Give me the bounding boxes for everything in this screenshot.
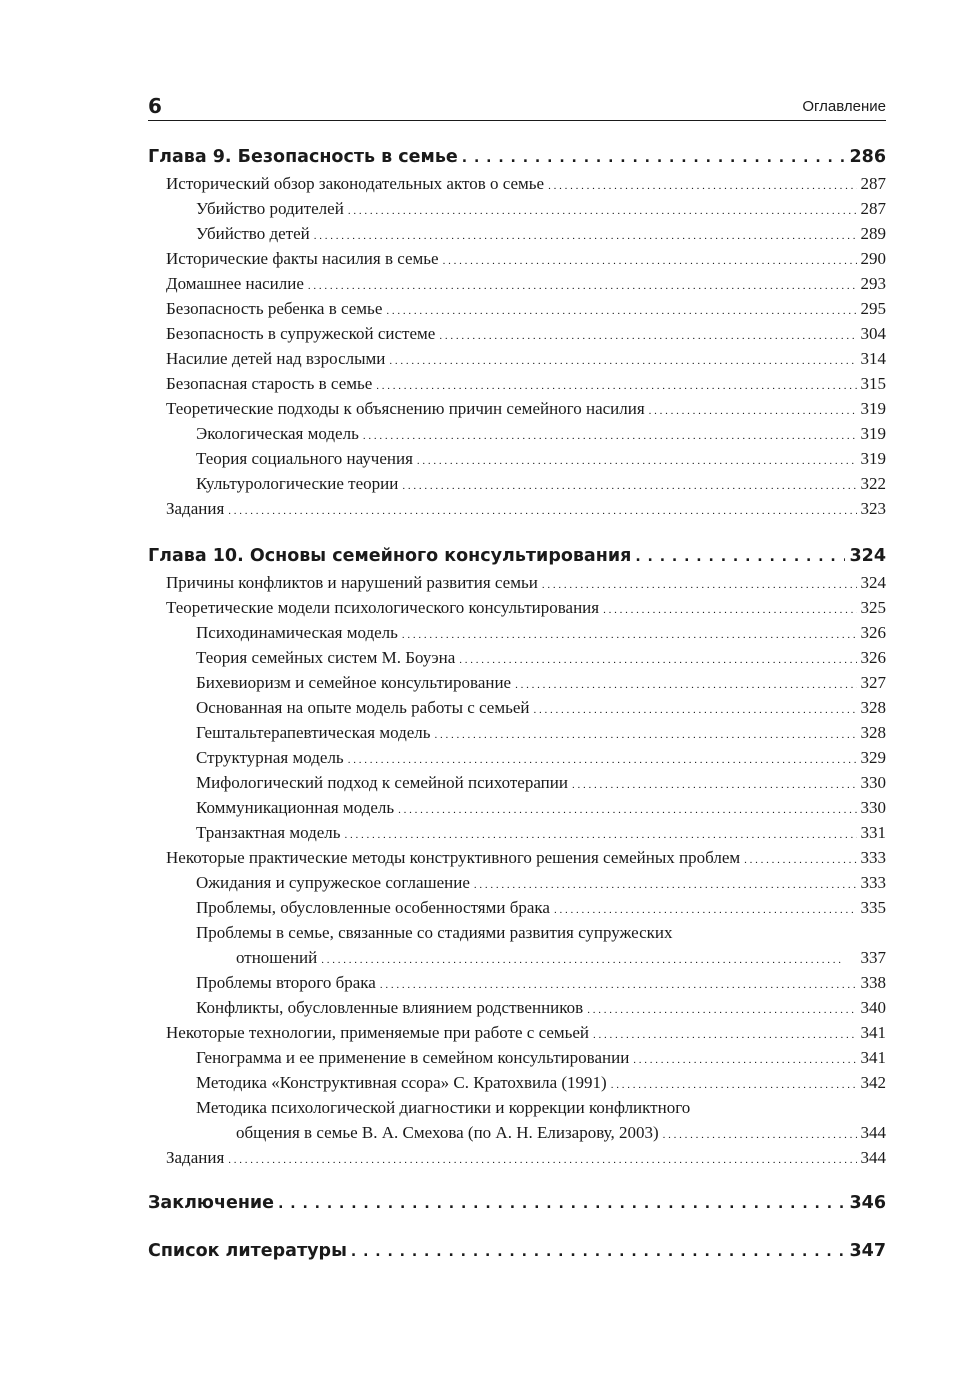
chapter-page: 324 — [849, 546, 886, 566]
entry-title: Причины конфликтов и нарушений развития семьи — [166, 573, 538, 592]
entry-page: 322 — [860, 474, 886, 493]
dot-leader — [314, 221, 857, 249]
toc-entry[interactable] — [148, 271, 886, 296]
dot-leader — [542, 570, 857, 598]
toc-entry[interactable] — [148, 645, 886, 670]
dot-leader — [389, 346, 856, 374]
entry-title: Методика «Конструктивная ссора» С. Кратохвила (1991) — [196, 1073, 607, 1092]
entry-title: Культурологические теории — [196, 474, 399, 493]
toc-entry[interactable] — [148, 795, 886, 820]
toc-entry[interactable] — [148, 446, 886, 471]
entry-title: Задания — [166, 499, 225, 518]
dot-leader — [376, 371, 856, 399]
entry-page: 319 — [860, 449, 886, 468]
toc-entry[interactable] — [148, 246, 886, 271]
dot-leader — [649, 396, 857, 424]
toc-entry[interactable] — [148, 1020, 886, 1045]
dot-leader — [587, 995, 856, 1023]
toc-entry[interactable] — [148, 995, 886, 1020]
dot-leader — [321, 945, 856, 973]
entry-page: 340 — [860, 998, 886, 1017]
toc-entry[interactable] — [148, 296, 886, 321]
toc-entry[interactable] — [148, 770, 886, 795]
section-title: Заключение — [148, 1193, 275, 1213]
dot-leader — [402, 620, 857, 648]
entry-page: 341 — [860, 1048, 886, 1067]
dot-leader — [435, 720, 857, 748]
dot-leader — [228, 1145, 856, 1173]
entry-page: 323 — [860, 499, 886, 518]
dot-leader — [554, 895, 857, 923]
entry-title: Проблемы второго брака — [196, 973, 376, 992]
toc-entry[interactable] — [148, 421, 886, 446]
running-title: Оглавление — [802, 98, 886, 115]
entry-page: 328 — [860, 723, 886, 742]
dot-leader — [439, 321, 856, 349]
entry-page: 337 — [860, 948, 886, 967]
entry-page: 335 — [860, 898, 886, 917]
toc-entry[interactable] — [148, 895, 886, 920]
entry-page: 293 — [860, 274, 886, 293]
toc-entry[interactable] — [148, 870, 886, 895]
entry-title: Трaнзактная модель — [196, 823, 341, 842]
spacer — [148, 1217, 886, 1238]
section-title: Список литературы — [148, 1241, 347, 1261]
toc-entry[interactable] — [148, 695, 886, 720]
page-header — [148, 94, 886, 121]
entry-title: Задания — [166, 1148, 225, 1167]
spacer — [148, 521, 886, 543]
entry-title: Безопасность в супружеской системе — [166, 324, 436, 343]
toc-chapter-9[interactable] — [148, 144, 886, 171]
chapter-title: Глава 9. Безопасность в семье — [148, 147, 458, 167]
page-number: 6 — [148, 94, 162, 118]
entry-page: 342 — [860, 1073, 886, 1092]
chapter-title: Глава 10. Основы семейного консультирования — [148, 546, 632, 566]
entry-title: Домашнее насилие — [166, 274, 304, 293]
toc-entry[interactable] — [148, 196, 886, 221]
toc-entry[interactable] — [148, 1070, 886, 1095]
entry-title: Теория социального научения — [196, 449, 413, 468]
entry-page: 287 — [860, 174, 886, 193]
entry-page: 287 — [860, 199, 886, 218]
dot-leader — [572, 770, 857, 798]
dot-leader — [345, 820, 857, 848]
section-page: 347 — [849, 1241, 886, 1261]
entry-page: 329 — [860, 748, 886, 767]
dot-leader — [278, 1190, 845, 1218]
dot-leader — [548, 171, 856, 199]
toc-conclusion[interactable] — [148, 1190, 886, 1217]
toc-entry[interactable] — [148, 595, 886, 620]
entry-page: 314 — [860, 349, 886, 368]
entry-page: 315 — [860, 374, 886, 393]
entry-title: Теория семейных систем М. Боуэна — [196, 648, 456, 667]
toc-chapter-10[interactable] — [148, 543, 886, 570]
dot-leader — [380, 970, 857, 998]
toc-entry[interactable] — [148, 970, 886, 995]
entry-title: Мифологический подход к семейной психотерапии — [196, 773, 568, 792]
entry-title: Безопасная старость в семье — [166, 374, 373, 393]
toc-entry[interactable] — [148, 720, 886, 745]
entry-page: 330 — [860, 773, 886, 792]
dot-leader — [351, 1238, 846, 1266]
entry-page: 327 — [860, 673, 886, 692]
entry-page: 331 — [860, 823, 886, 842]
dot-leader — [635, 543, 845, 571]
entry-page: 304 — [860, 324, 886, 343]
dot-leader — [443, 246, 857, 274]
entry-page: 338 — [860, 973, 886, 992]
dot-leader — [348, 196, 857, 224]
entry-page: 330 — [860, 798, 886, 817]
toc-entry[interactable] — [148, 221, 886, 246]
toc-entry[interactable] — [148, 620, 886, 645]
toc-entry[interactable] — [148, 321, 886, 346]
entry-title: Убийство родителей — [196, 199, 344, 218]
entry-title: Исторический обзор законодательных актов о семье — [166, 174, 545, 193]
entry-page: 333 — [860, 873, 886, 892]
entry-title: Методика психологической диагностики и коррекции конфликтного — [196, 1098, 691, 1117]
entry-title: Ожидания и супружеское соглашение — [196, 873, 470, 892]
entry-title: Конфликты, обусловленные влиянием родственников — [196, 998, 584, 1017]
dot-leader — [386, 296, 856, 324]
toc-entry[interactable] — [148, 845, 886, 870]
spacer — [148, 1170, 886, 1190]
toc-entry[interactable] — [148, 745, 886, 770]
dot-leader — [611, 1070, 857, 1098]
dot-leader — [398, 795, 856, 823]
entry-title: Насилие детей над взрослыми — [166, 349, 386, 368]
toc-entry[interactable] — [148, 346, 886, 371]
entry-title: Безопасность ребенка в семье — [166, 299, 383, 318]
entry-page: 328 — [860, 698, 886, 717]
entry-page: 333 — [860, 848, 886, 867]
entry-title: Теоретические подходы к объяснению причин семейного насилия — [166, 399, 645, 418]
entry-title: Основанная на опыте модель работы с семьей — [196, 698, 530, 717]
toc-entry[interactable] — [148, 371, 886, 396]
entry-title: Теоретические модели психологического консультирования — [166, 598, 600, 617]
dot-leader — [533, 695, 856, 723]
entry-title: Психодинамическая модель — [196, 623, 398, 642]
dot-leader — [228, 496, 856, 524]
dot-leader — [459, 645, 856, 673]
entry-title-continued: отношений — [236, 948, 318, 967]
dot-leader — [603, 595, 856, 623]
section-page: 346 — [849, 1193, 886, 1213]
dot-leader — [308, 271, 857, 299]
entry-title: Экологическая модель — [196, 424, 359, 443]
entry-page: 344 — [860, 1148, 886, 1167]
toc-entry[interactable] — [148, 920, 886, 970]
entry-page: 325 — [860, 598, 886, 617]
entry-title: Убийство детей — [196, 224, 310, 243]
entry-page: 326 — [860, 623, 886, 642]
toc-entry[interactable] — [148, 1045, 886, 1070]
entry-title: Коммуникационная модель — [196, 798, 395, 817]
toc-entry[interactable] — [148, 570, 886, 595]
toc-entry[interactable] — [148, 1095, 886, 1145]
dot-leader — [417, 446, 857, 474]
entry-title: Некоторые технологии, применяемые при работе с семьей — [166, 1023, 590, 1042]
dot-leader — [402, 471, 856, 499]
toc-entry[interactable] — [148, 1145, 886, 1170]
entry-title: Некоторые практические методы конструктивного решения семейных проблем — [166, 848, 741, 867]
dot-leader — [744, 845, 856, 873]
entry-title: Структурная модель — [196, 748, 344, 767]
dot-leader — [515, 670, 856, 698]
entry-page: 324 — [860, 573, 886, 592]
entry-page: 289 — [860, 224, 886, 243]
toc-entry[interactable] — [148, 396, 886, 421]
entry-page: 319 — [860, 424, 886, 443]
entry-title: Гештальтерапевтическая модель — [196, 723, 431, 742]
dot-leader — [593, 1020, 856, 1048]
entry-title: Исторические факты насилия в семье — [166, 249, 439, 268]
dot-leader — [663, 1120, 857, 1148]
toc-entry[interactable] — [148, 471, 886, 496]
dot-leader — [462, 144, 846, 172]
entry-title: Бихевиоризм и семейное консультирование — [196, 673, 512, 692]
entry-page: 319 — [860, 399, 886, 418]
entry-page: 341 — [860, 1023, 886, 1042]
entry-page: 326 — [860, 648, 886, 667]
toc-entry[interactable] — [148, 496, 886, 521]
toc-entry[interactable] — [148, 820, 886, 845]
entry-title: Проблемы, обусловленные особенностями брака — [196, 898, 550, 917]
entry-page: 290 — [860, 249, 886, 268]
toc-bibliography[interactable] — [148, 1238, 886, 1265]
toc-entry[interactable] — [148, 670, 886, 695]
entry-title: Проблемы в семье, связанные со стадиями развития супружеских — [196, 923, 673, 942]
toc-entry[interactable] — [148, 171, 886, 196]
dot-leader — [363, 421, 857, 449]
chapter-page: 286 — [849, 147, 886, 167]
entry-title-continued: общения в семье В. А. Смехова (по А. Н. Елизарову, 2003) — [236, 1123, 659, 1142]
entry-title: Генограмма и ее применение в семейном консультировании — [196, 1048, 630, 1067]
dot-leader — [474, 870, 857, 898]
entry-page: 344 — [860, 1123, 886, 1142]
table-of-contents — [148, 144, 886, 1265]
dot-leader — [633, 1045, 856, 1073]
dot-leader — [348, 745, 857, 773]
entry-page: 295 — [860, 299, 886, 318]
